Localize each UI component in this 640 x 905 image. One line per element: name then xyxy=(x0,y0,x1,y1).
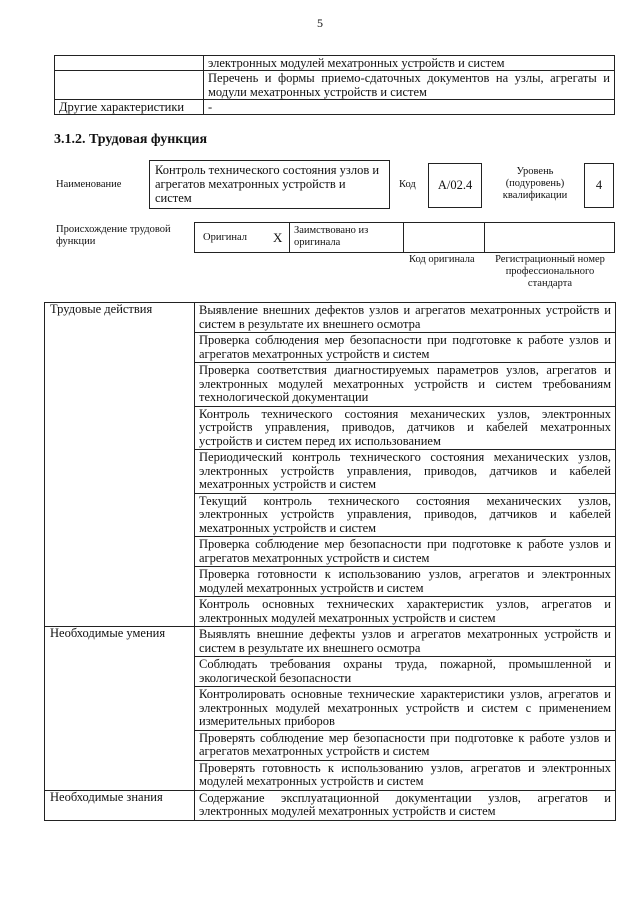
level-value: 4 xyxy=(595,178,603,192)
section-item: Содержание эксплуатационной документации узлов, агрегатов и электронных модулей мехатронных устройств и систем xyxy=(195,790,616,820)
code-value-box xyxy=(428,163,482,208)
level-value-box xyxy=(584,163,614,208)
table-cell-value: - xyxy=(204,100,615,115)
table-row xyxy=(55,100,615,115)
section-item: Выявлять внешние дефекты узлов и агрегатов мехатронных устройств и систем в результате их внешнего осмотра xyxy=(195,627,616,657)
section-item: Проверка соблюдения мер безопасности при подготовке к работе узлов и агрегатов мехатронных устройств и систем xyxy=(195,333,616,363)
original-box xyxy=(194,222,290,253)
original-label: Оригинал xyxy=(203,232,247,243)
section-item: Проверять соблюдение мер безопасности при подготовке к работе узлов и агрегатов мехатронных устройств и систем xyxy=(195,730,616,760)
section-label: Необходимые умения xyxy=(45,627,195,791)
section-item: Контроль технического состояния механических узлов, электронных устройств управления, приводов, датчиков и кабелей мехатронных устройств и систем перед их использованием xyxy=(195,406,616,450)
section-item: Соблюдать требования охраны труда, пожарной, промышленной и экологической безопасности xyxy=(195,657,616,687)
section-item: Выявление внешних дефектов узлов и агрегатов мехатронных устройств и систем в результате их внешнего осмотра xyxy=(195,303,616,333)
page-number: 5 xyxy=(317,16,323,30)
section-item: Проверка соответствия диагностируемых параметров узлов, агрегатов и электронных модулей мехатронных устройств и систем требованиям технологической документации xyxy=(195,363,616,407)
section-item: Контролировать основные технические характеристики узлов, агрегатов и электронных модулей мехатронных устройств и систем с применением измерительных приборов xyxy=(195,687,616,731)
main-table xyxy=(44,302,616,821)
section-title: 3.1.2. Трудовая функция xyxy=(54,132,208,147)
section-item: Проверка соблюдение мер безопасности при подготовке к работе узлов и агрегатов мехатронных устройств и систем xyxy=(195,537,616,567)
section-item: Контроль основных технических характеристик узлов, агрегатов и электронных модулей мехатронных устройств и систем xyxy=(195,597,616,627)
table-cell-label xyxy=(55,56,204,71)
section-label: Трудовые действия xyxy=(45,303,195,627)
code-label: Код xyxy=(399,179,416,190)
table-row xyxy=(45,303,616,333)
function-name-box xyxy=(149,160,390,209)
section-item: Периодический контроль технического состояния механических узлов, электронных устройств управления, приводов, датчиков и кабелей мехатронных устройств и систем xyxy=(195,450,616,494)
table-row xyxy=(55,71,615,100)
section-item: Проверка готовности к использованию узлов, агрегатов и электронных модулей мехатронных устройств и систем xyxy=(195,567,616,597)
level-label: Уровень (подуровень) квалификации xyxy=(502,166,568,201)
section-item: Текущий контроль технического состояния механических узлов, электронных устройств управления, приводов, датчиков и кабелей мехатронных устройств и систем xyxy=(195,493,616,537)
code-original-label: Код оригинала xyxy=(409,254,475,265)
table-cell-value: электронных модулей мехатронных устройств и систем xyxy=(204,56,615,71)
borrowed-box xyxy=(289,222,404,253)
top-table xyxy=(54,55,615,115)
reg-number-label: Регистрационный номер профессионального стандарта xyxy=(495,254,605,289)
code-original-box xyxy=(403,222,485,253)
table-row xyxy=(45,627,616,657)
table-row xyxy=(55,56,615,71)
table-row xyxy=(45,790,616,820)
table-cell-label: Другие характеристики xyxy=(55,100,204,115)
original-mark: X xyxy=(273,230,283,245)
table-cell-value: Перечень и формы приемо-сдаточных документов на узлы, агрегаты и модули мехатронных устройств и систем xyxy=(204,71,615,100)
origin-label: Происхождение трудовой функции xyxy=(56,224,171,247)
section-item: Проверять готовность к использованию узлов, агрегатов и электронных модулей мехатронных устройств и систем xyxy=(195,760,616,790)
table-cell-label xyxy=(55,71,204,100)
name-label: Наименование xyxy=(56,179,122,190)
borrowed-label: Заимствовано из оригинала xyxy=(294,225,369,248)
reg-number-box xyxy=(484,222,615,253)
function-name-value: Контроль технического состояния узлов и агрегатов мехатронных устройств и систем xyxy=(155,163,380,205)
section-label: Необходимые знания xyxy=(45,790,195,820)
code-value: А/02.4 xyxy=(437,178,473,192)
